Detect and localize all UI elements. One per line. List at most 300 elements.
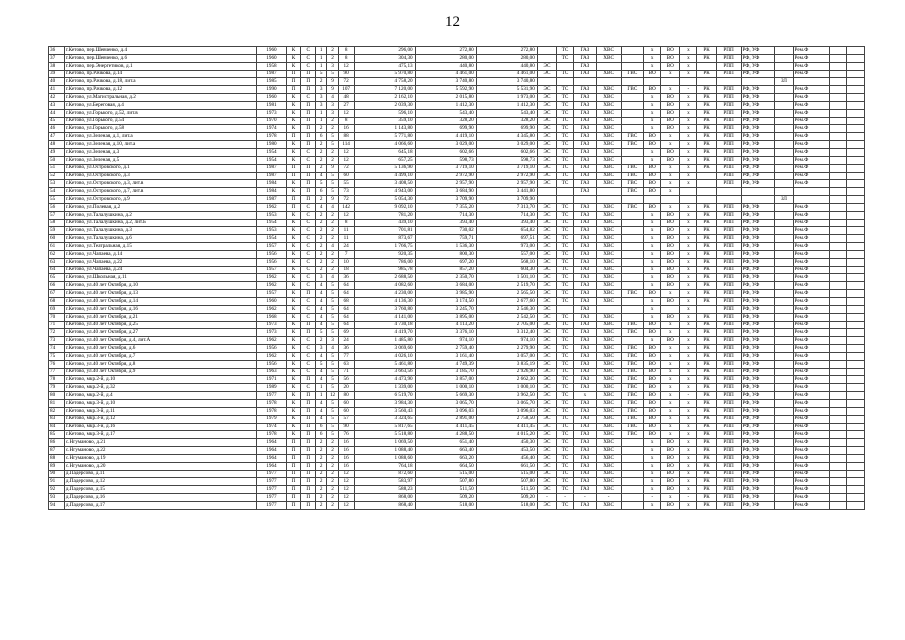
table-cell: 77 <box>49 368 65 376</box>
table-cell: РК <box>697 156 716 164</box>
table-cell: ВО <box>644 407 661 415</box>
table-cell: 439,10 <box>354 219 415 227</box>
table-cell: П <box>301 439 316 447</box>
table-cell: ЭС <box>537 235 556 243</box>
table-cell: ТС <box>557 407 574 415</box>
table-cell: К <box>286 337 301 345</box>
table-cell: РК <box>697 454 716 462</box>
table-cell: 5 <box>316 360 327 368</box>
table-cell <box>697 180 716 188</box>
table-cell <box>697 305 716 313</box>
table-cell: 1954 <box>257 235 286 243</box>
table-cell: Рем.Ф <box>793 337 829 345</box>
table-cell: ХВС <box>596 172 621 180</box>
table-cell: х <box>680 211 697 219</box>
table-cell: ХВС <box>596 415 621 423</box>
table-cell: г.Кетово, ул.40 лет Октября, д.14 <box>64 298 256 306</box>
table-cell: 16 <box>338 454 354 462</box>
table-cell: 91 <box>49 478 65 486</box>
table-cell: РФ, УФ <box>741 313 775 321</box>
table-cell: ГАЗ <box>574 235 597 243</box>
table-cell: 8 <box>338 219 354 227</box>
table-cell: П <box>301 392 316 400</box>
table-cell: ЭС <box>537 219 556 227</box>
table-cell: г.Кетово, мкр.3-й, д.16 <box>64 423 256 431</box>
table-cell <box>741 196 775 204</box>
table-cell: г.Кетово, ул.Островского, д.1 <box>64 164 256 172</box>
table-cell: П <box>301 454 316 462</box>
table-cell: ТС <box>557 219 574 227</box>
table-cell: 5 <box>316 329 327 337</box>
table-cell: 1 412,30 <box>415 101 476 109</box>
table-cell: 56 <box>49 203 65 211</box>
table-cell: х <box>644 486 661 494</box>
table-cell: С <box>301 211 316 219</box>
table-cell: 4 <box>327 203 338 211</box>
table-cell: 4 749,39 <box>415 360 476 368</box>
table-cell: г.Кетово, мкр.3-й, д.10 <box>64 399 256 407</box>
table-cell: 41 <box>49 86 65 94</box>
table-cell <box>846 70 864 78</box>
table-cell: х <box>680 101 697 109</box>
table-cell: 69 <box>49 305 65 313</box>
table-cell <box>829 258 846 266</box>
table-cell: 2 <box>327 266 338 274</box>
table-cell: 5 518,80 <box>354 431 415 439</box>
table-cell <box>829 392 846 400</box>
table-cell: РК <box>697 148 716 156</box>
table-cell: П <box>286 501 301 509</box>
table-cell: ГАЗ <box>574 243 597 251</box>
table-cell: ТС <box>557 298 574 306</box>
table-cell: х <box>644 274 661 282</box>
table-cell: 5 <box>327 352 338 360</box>
table-cell: х <box>661 352 680 360</box>
table-cell: РПП <box>716 345 741 353</box>
table-cell: ТС <box>557 478 574 486</box>
table-cell: РПП <box>716 219 741 227</box>
table-cell: 5 <box>327 321 338 329</box>
table-cell: 3 760,80 <box>354 305 415 313</box>
table-cell: ВО <box>644 399 661 407</box>
table-cell: 511,50 <box>415 486 476 494</box>
table-cell: х <box>661 329 680 337</box>
table-cell: ГАЗ <box>574 133 597 141</box>
table-cell: ТС <box>557 282 574 290</box>
table-cell: ТС <box>557 415 574 423</box>
table-cell: П <box>301 109 316 117</box>
table-cell: ХВС <box>596 298 621 306</box>
table-cell: ВО <box>661 211 680 219</box>
table-cell: 4 473,90 <box>354 376 415 384</box>
table-cell <box>829 133 846 141</box>
table-cell: ГАЗ <box>574 219 597 227</box>
table-cell: г.Кетово, ул.40 лет Октября, д.27 <box>64 329 256 337</box>
table-cell: 697,20 <box>415 258 476 266</box>
table-cell: х <box>661 494 680 502</box>
table-cell <box>621 235 644 243</box>
table-cell: х <box>644 47 661 55</box>
table-cell: с.Нгуманово, д.20 <box>64 462 256 470</box>
table-cell: 12 <box>338 494 354 502</box>
table-cell: 2 <box>327 156 338 164</box>
table-cell: 4 066,60 <box>354 141 415 149</box>
table-cell: 5 <box>327 376 338 384</box>
table-cell: ХВС <box>596 266 621 274</box>
table-cell: ХВС <box>596 235 621 243</box>
table-cell: 49 <box>49 148 65 156</box>
table-cell: С <box>301 227 316 235</box>
table-cell: ТС <box>557 70 574 78</box>
table-cell: РФ, УФ <box>741 462 775 470</box>
table-cell: К <box>286 415 301 423</box>
table-cell <box>775 494 793 502</box>
table-cell: ГАЗ <box>574 86 597 94</box>
table-cell <box>775 454 793 462</box>
table-cell: 1957 <box>257 266 286 274</box>
table-cell: 44 <box>49 109 65 117</box>
table-cell: 2 <box>316 125 327 133</box>
table-cell: х <box>644 227 661 235</box>
table-cell: 2 <box>316 258 327 266</box>
table-cell: 43 <box>49 101 65 109</box>
table-cell: 1962 <box>257 282 286 290</box>
table-row <box>49 62 865 70</box>
table-cell: 507,80 <box>476 478 537 486</box>
table-cell: РК <box>697 399 716 407</box>
table-cell: ХВС <box>596 133 621 141</box>
table-cell: П <box>301 117 316 125</box>
table-cell: ЭС <box>537 305 556 313</box>
table-cell: Рем.Ф <box>793 313 829 321</box>
table-cell <box>846 172 864 180</box>
table-cell: 3 719,10 <box>476 164 537 172</box>
table-cell: 5 <box>327 329 338 337</box>
table-cell: ЭС <box>537 313 556 321</box>
table-cell: 16 <box>338 447 354 455</box>
table-cell: ЭС <box>537 337 556 345</box>
table-cell: ВО <box>644 141 661 149</box>
table-cell <box>846 266 864 274</box>
table-cell <box>846 274 864 282</box>
table-cell: ГВС <box>621 415 644 423</box>
table-cell: х <box>644 250 661 258</box>
table-cell: 2 546,30 <box>476 305 537 313</box>
table-cell: ТС <box>557 501 574 509</box>
table-row <box>49 423 865 431</box>
table-cell <box>775 117 793 125</box>
table-cell: 3 <box>316 101 327 109</box>
table-cell <box>829 235 846 243</box>
table-cell: 4 758,20 <box>354 78 415 86</box>
table-cell: К <box>286 290 301 298</box>
table-cell <box>680 196 697 204</box>
table-cell: 604,30 <box>476 266 537 274</box>
table-cell: РПП <box>716 211 741 219</box>
table-cell: - <box>557 494 574 502</box>
table-cell: П <box>301 447 316 455</box>
table-cell: х <box>661 360 680 368</box>
table-cell: РПП <box>716 376 741 384</box>
table-cell: ВО <box>644 133 661 141</box>
table-cell: К <box>286 117 301 125</box>
table-cell: РК <box>697 447 716 455</box>
table-cell <box>775 360 793 368</box>
table-cell: РК <box>697 274 716 282</box>
table-cell: К <box>286 235 301 243</box>
table-cell: г.Кетово, ул.Талалушкина, д.6 <box>64 235 256 243</box>
table-cell: 6 <box>316 423 327 431</box>
table-cell: ТС <box>557 117 574 125</box>
table-cell: ГАЗ <box>574 203 597 211</box>
table-cell: 868,00 <box>354 494 415 502</box>
table-cell: Рем.Ф <box>793 156 829 164</box>
table-cell: РК <box>697 298 716 306</box>
table-cell: 974,10 <box>476 337 537 345</box>
table-cell: 12 <box>338 470 354 478</box>
table-cell <box>621 227 644 235</box>
table-cell: 16 <box>338 125 354 133</box>
table-cell <box>829 399 846 407</box>
table-row <box>49 478 865 486</box>
table-cell: г.Кетово, ул.Талалушкина, д.3 <box>64 227 256 235</box>
table-cell: ВО <box>661 337 680 345</box>
table-cell: г.Кетово, ул.Горького, д.54 <box>64 117 256 125</box>
table-cell: 3 <box>327 337 338 345</box>
table-cell: 2 <box>327 250 338 258</box>
table-cell <box>621 470 644 478</box>
table-cell: г.Кетово, ул.Полевая, д.2 <box>64 203 256 211</box>
table-cell <box>846 399 864 407</box>
table-cell <box>775 243 793 251</box>
table-cell: ГАЗ <box>574 47 597 55</box>
table-cell: П <box>286 486 301 494</box>
table-cell: РПП <box>716 423 741 431</box>
table-cell: 2 <box>327 439 338 447</box>
table-cell: - <box>680 392 697 400</box>
table-row <box>49 203 865 211</box>
table-cell <box>621 337 644 345</box>
table-cell: П <box>301 141 316 149</box>
table-cell: РК <box>697 101 716 109</box>
table-cell: К <box>286 313 301 321</box>
table-cell <box>829 431 846 439</box>
table-cell: 1974 <box>257 125 286 133</box>
table-cell: 2 <box>316 501 327 509</box>
table-cell: ХВС <box>596 47 621 55</box>
table-cell: РФ, УФ <box>741 117 775 125</box>
table-cell: 296,00 <box>354 47 415 55</box>
table-cell: ТС <box>557 235 574 243</box>
table-cell <box>846 486 864 494</box>
table-cell: К <box>286 266 301 274</box>
table-cell: 4 <box>327 243 338 251</box>
table-cell: 781,20 <box>354 211 415 219</box>
table-cell: 64 <box>338 290 354 298</box>
table-cell: РК <box>697 321 716 329</box>
table-cell: РПП <box>716 290 741 298</box>
table-cell: х <box>644 101 661 109</box>
table-cell: 55 <box>338 180 354 188</box>
table-cell: 2 <box>327 47 338 55</box>
table-cell: 645,18 <box>354 148 415 156</box>
table-row <box>49 399 865 407</box>
table-cell: РК <box>697 203 716 211</box>
table-cell: 85 <box>49 431 65 439</box>
table-cell <box>557 196 574 204</box>
table-cell: 1954 <box>257 156 286 164</box>
table-cell: ЭС <box>537 243 556 251</box>
table-cell: г.Кетово, ул.40 лет Октября, д.16 <box>64 305 256 313</box>
table-cell: х <box>644 462 661 470</box>
table-cell: ГАЗ <box>574 117 597 125</box>
table-cell: ЭС <box>537 258 556 266</box>
table-cell: Рем.Ф <box>793 486 829 494</box>
table-cell: 2 891,00 <box>415 415 476 423</box>
table-cell <box>716 78 741 86</box>
table-cell: РК <box>697 415 716 423</box>
table-cell: 2 <box>327 211 338 219</box>
table-row <box>49 462 865 470</box>
table-cell: ВО <box>644 431 661 439</box>
table-cell: П <box>301 431 316 439</box>
table-cell: ХВС <box>596 352 621 360</box>
table-cell <box>846 321 864 329</box>
table-cell <box>775 62 793 70</box>
table-cell: х <box>644 235 661 243</box>
table-cell: 450,30 <box>476 439 537 447</box>
table-cell: ГАЗ <box>574 290 597 298</box>
table-cell: 5 136,90 <box>354 164 415 172</box>
table-cell: 62 <box>49 250 65 258</box>
table-cell: 1962 <box>257 337 286 345</box>
table-cell <box>846 117 864 125</box>
table-cell <box>846 298 864 306</box>
table-cell: 5 817,65 <box>354 423 415 431</box>
table-cell: ЭС <box>537 156 556 164</box>
table-cell: ТС <box>557 203 574 211</box>
table-cell: ГВС <box>621 376 644 384</box>
table-cell: х <box>661 290 680 298</box>
table-cell: 2 <box>327 501 338 509</box>
table-cell: ТС <box>557 86 574 94</box>
table-cell: РК <box>697 384 716 392</box>
table-cell: 3 376,10 <box>415 329 476 337</box>
table-cell: РПП <box>716 313 741 321</box>
table-cell: 1985 <box>257 78 286 86</box>
table-cell <box>661 78 680 86</box>
table-cell: РК <box>697 282 716 290</box>
table-cell: 2 <box>327 125 338 133</box>
table-cell: Рем.Ф <box>793 94 829 102</box>
table-cell: - <box>596 494 621 502</box>
table-cell <box>775 399 793 407</box>
table-cell: 90 <box>338 70 354 78</box>
table-cell <box>829 415 846 423</box>
table-cell: 557,00 <box>476 250 537 258</box>
table-cell: РФ, УФ <box>741 368 775 376</box>
table-cell: РФ, УФ <box>741 94 775 102</box>
table-cell: РК <box>697 86 716 94</box>
table-row <box>49 501 865 509</box>
table-cell: ХВС <box>596 486 621 494</box>
table-cell: г.Кетово, ул.Зеленая, д.10, лит.а <box>64 141 256 149</box>
table-cell: х <box>680 376 697 384</box>
table-cell <box>829 219 846 227</box>
table-cell: ВО <box>644 188 661 196</box>
table-cell: ГАЗ <box>574 368 597 376</box>
table-cell: х <box>680 439 697 447</box>
table-cell: 9 <box>327 86 338 94</box>
table-cell <box>829 282 846 290</box>
table-cell: Рем.Ф <box>793 290 829 298</box>
table-cell <box>846 345 864 353</box>
table-cell: С <box>301 266 316 274</box>
table-cell: К <box>286 384 301 392</box>
table-cell: ХВС <box>596 109 621 117</box>
table-cell: РК <box>697 486 716 494</box>
housing-registry-table <box>48 46 865 510</box>
table-cell: РФ, УФ <box>741 258 775 266</box>
table-cell: С <box>301 298 316 306</box>
table-cell: с.Нгуманово, д.19 <box>64 454 256 462</box>
table-cell: П <box>286 86 301 94</box>
table-cell: Рем.Ф <box>793 274 829 282</box>
table-cell: ТС <box>557 470 574 478</box>
table-row <box>49 415 865 423</box>
table-cell: 4 026,10 <box>354 352 415 360</box>
table-cell: ГВС <box>621 407 644 415</box>
table-cell: 2 <box>316 196 327 204</box>
table-cell: РК <box>697 431 716 439</box>
table-cell: ХВС <box>596 156 621 164</box>
table-cell: 3 <box>327 109 338 117</box>
table-cell: ВО <box>661 54 680 62</box>
table-cell: 456,40 <box>476 454 537 462</box>
table-cell: х <box>680 337 697 345</box>
table-cell: Рем.Ф <box>793 47 829 55</box>
table-cell: К <box>286 101 301 109</box>
table-cell: РФ, УФ <box>741 156 775 164</box>
table-cell <box>829 203 846 211</box>
table-cell: 55 <box>49 196 65 204</box>
table-cell: ЭС <box>537 290 556 298</box>
table-cell: ЭС <box>537 376 556 384</box>
table-row <box>49 196 865 204</box>
table-cell: 1 <box>316 109 327 117</box>
table-cell: ЭС <box>537 447 556 455</box>
table-row <box>49 470 865 478</box>
table-cell: РПП <box>716 431 741 439</box>
table-cell: 1962 <box>257 203 286 211</box>
table-cell: 4 943,00 <box>354 188 415 196</box>
table-cell: 5 <box>327 133 338 141</box>
table-cell <box>846 478 864 486</box>
table-cell: 359,10 <box>354 117 415 125</box>
table-cell <box>775 172 793 180</box>
table-cell: 72 <box>338 164 354 172</box>
table-cell <box>621 298 644 306</box>
table-cell: РФ, УФ <box>741 486 775 494</box>
table-cell: Рем.Ф <box>793 478 829 486</box>
table-cell: ХВС <box>596 360 621 368</box>
table-cell: г.Кетово, ул.40 лет Октября, д.6 <box>64 345 256 353</box>
table-row <box>49 70 865 78</box>
table-cell: П <box>301 399 316 407</box>
table-cell: 88 <box>338 133 354 141</box>
table-cell: ЭС <box>537 164 556 172</box>
table-cell <box>775 70 793 78</box>
